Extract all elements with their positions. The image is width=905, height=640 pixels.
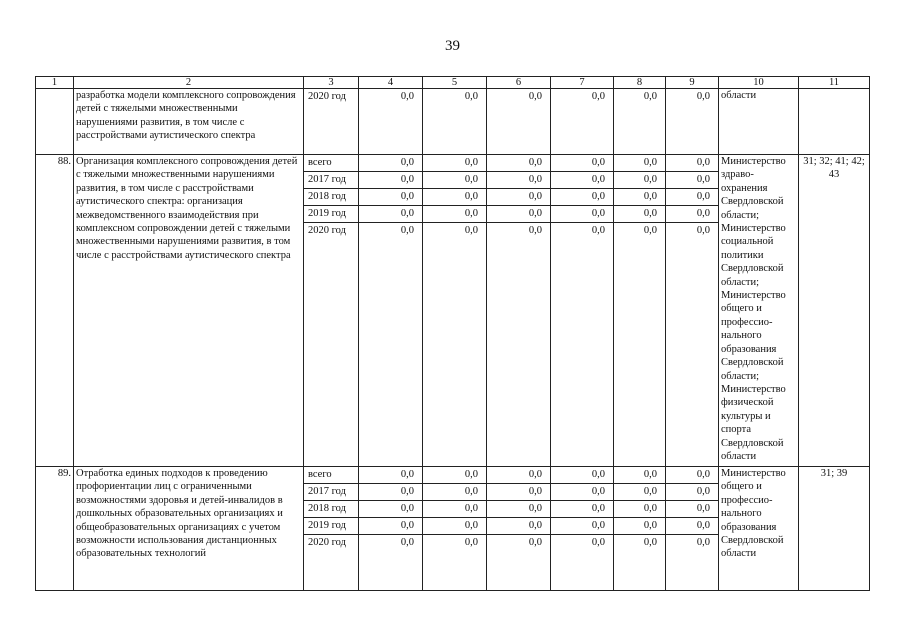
year-label: 2019 год [304,518,358,535]
year-label: 2020 год [308,537,346,548]
funding-value: 0,0 [464,225,478,236]
funding-value: 0,0 [359,501,422,518]
funding-value: 0,0 [614,172,665,189]
executor: Министерство здраво-охранения Свердловской области; Министерство социальной политики Свердловской области; Министерство общего и профессио-нального образования Свердловской области; Министерство физической культуры и спорта Свердловской области [719,155,799,467]
funding-value: 0,0 [528,537,542,548]
table-row [36,467,870,591]
year-label: 2018 год [304,501,358,518]
column-number: 10 [719,77,799,89]
funding-column [551,89,614,155]
funding-value: 0,0 [423,484,486,501]
funding-column [614,467,666,591]
year-label: 2020 год [308,91,346,102]
funding-value: 0,0 [464,91,478,102]
funding-value: 0,0 [696,225,710,236]
row-number [36,89,74,155]
funding-value: 0,0 [359,189,422,206]
funding-value: 0,0 [666,155,718,172]
funding-column [423,467,487,591]
funding-value: 0,0 [551,206,613,223]
funding-value: 0,0 [614,518,665,535]
activity-name: разработка модели комплексного сопровождения детей с тяжелыми множественными нарушениями развития, в том числе с расстройствами аутистического спектра [74,89,304,155]
funding-value: 0,0 [614,467,665,484]
funding-value: 0,0 [423,189,486,206]
funding-value: 0,0 [643,91,657,102]
funding-value: 0,0 [423,155,486,172]
funding-column [666,89,719,155]
funding-column [423,89,487,155]
funding-value: 0,0 [666,518,718,535]
funding-column [666,155,719,467]
activity-name: Организация комплексного сопровождения детей с тяжелыми множественными нарушениями развития, в том числе с расстройствами аутистического спектра: организация межведомственного взаимодействия при комплексном сопровождении детей с тяжелыми множественными нарушениями развития, в том числе с расстройствами аутистического спектра [74,155,304,467]
funding-value: 0,0 [487,155,550,172]
funding-value: 0,0 [423,518,486,535]
target-indicators [799,89,870,155]
column-number: 7 [551,77,614,89]
year-label: 2017 год [304,484,358,501]
funding-value: 0,0 [400,225,414,236]
year-label: 2020 год [308,225,346,236]
year-column [304,155,359,467]
funding-value: 0,0 [551,484,613,501]
executor: Министерство общего и профессио-нального образования Свердловской области [719,467,799,591]
funding-value: 0,0 [359,518,422,535]
year-label: всего [304,155,358,172]
funding-value: 0,0 [359,155,422,172]
funding-value: 0,0 [614,189,665,206]
funding-column [666,467,719,591]
funding-value: 0,0 [551,189,613,206]
funding-value: 0,0 [487,484,550,501]
year-label: всего [304,467,358,484]
funding-column [614,89,666,155]
year-column [304,467,359,591]
column-number-row [36,77,870,89]
funding-value: 0,0 [487,206,550,223]
column-number: 6 [487,77,551,89]
funding-value: 0,0 [423,172,486,189]
funding-value: 0,0 [528,91,542,102]
funding-column [359,467,423,591]
table-row [36,155,870,467]
funding-value: 0,0 [666,484,718,501]
table-row [36,89,870,155]
funding-column [551,155,614,467]
funding-value: 0,0 [643,225,657,236]
funding-column [359,155,423,467]
funding-value: 0,0 [423,501,486,518]
funding-value: 0,0 [487,172,550,189]
funding-value: 0,0 [551,155,613,172]
funding-value: 0,0 [464,537,478,548]
funding-value: 0,0 [487,501,550,518]
funding-value: 0,0 [591,91,605,102]
column-number: 8 [614,77,666,89]
funding-column [487,89,551,155]
program-table [35,76,870,591]
column-number: 9 [666,77,719,89]
funding-column [423,155,487,467]
funding-value: 0,0 [696,91,710,102]
row-number: 89. [36,467,74,591]
funding-value: 0,0 [400,537,414,548]
funding-value: 0,0 [666,189,718,206]
funding-value: 0,0 [487,518,550,535]
column-number: 3 [304,77,359,89]
column-number: 2 [74,77,304,89]
funding-value: 0,0 [666,501,718,518]
funding-value: 0,0 [591,537,605,548]
year-column [304,89,359,155]
funding-column [487,467,551,591]
funding-value: 0,0 [551,501,613,518]
funding-value: 0,0 [423,467,486,484]
column-number: 5 [423,77,487,89]
funding-column [551,467,614,591]
funding-value: 0,0 [528,225,542,236]
year-label: 2018 год [304,189,358,206]
year-label: 2017 год [304,172,358,189]
column-number: 11 [799,77,870,89]
funding-value: 0,0 [487,189,550,206]
funding-value: 0,0 [423,206,486,223]
funding-value: 0,0 [614,501,665,518]
target-indicators: 31; 32; 41; 42; 43 [799,155,870,467]
funding-value: 0,0 [359,484,422,501]
funding-value: 0,0 [551,518,613,535]
funding-value: 0,0 [591,225,605,236]
executor: области [719,89,799,155]
funding-value: 0,0 [614,155,665,172]
funding-column [487,155,551,467]
page-number: 39 [445,38,460,54]
funding-value: 0,0 [400,91,414,102]
funding-value: 0,0 [359,172,422,189]
funding-value: 0,0 [551,172,613,189]
funding-value: 0,0 [666,206,718,223]
funding-column [359,89,423,155]
funding-value: 0,0 [614,206,665,223]
target-indicators: 31; 39 [799,467,870,591]
funding-value: 0,0 [666,467,718,484]
year-label: 2019 год [304,206,358,223]
row-number: 88. [36,155,74,467]
funding-value: 0,0 [696,537,710,548]
funding-value: 0,0 [551,467,613,484]
funding-column [614,155,666,467]
funding-value: 0,0 [359,206,422,223]
activity-name: Отработка единых подходов к проведению профориентации лиц с ограниченными возможностями здоровья и детей-инвалидов в дошкольных образовательных организациях и общеобразовательных организациях с учетом возможности использования дистанционных образовательных технологий [74,467,304,591]
funding-value: 0,0 [614,484,665,501]
funding-value: 0,0 [666,172,718,189]
funding-value: 0,0 [487,467,550,484]
funding-value: 0,0 [643,537,657,548]
column-number: 1 [36,77,74,89]
column-number: 4 [359,77,423,89]
funding-value: 0,0 [359,467,422,484]
